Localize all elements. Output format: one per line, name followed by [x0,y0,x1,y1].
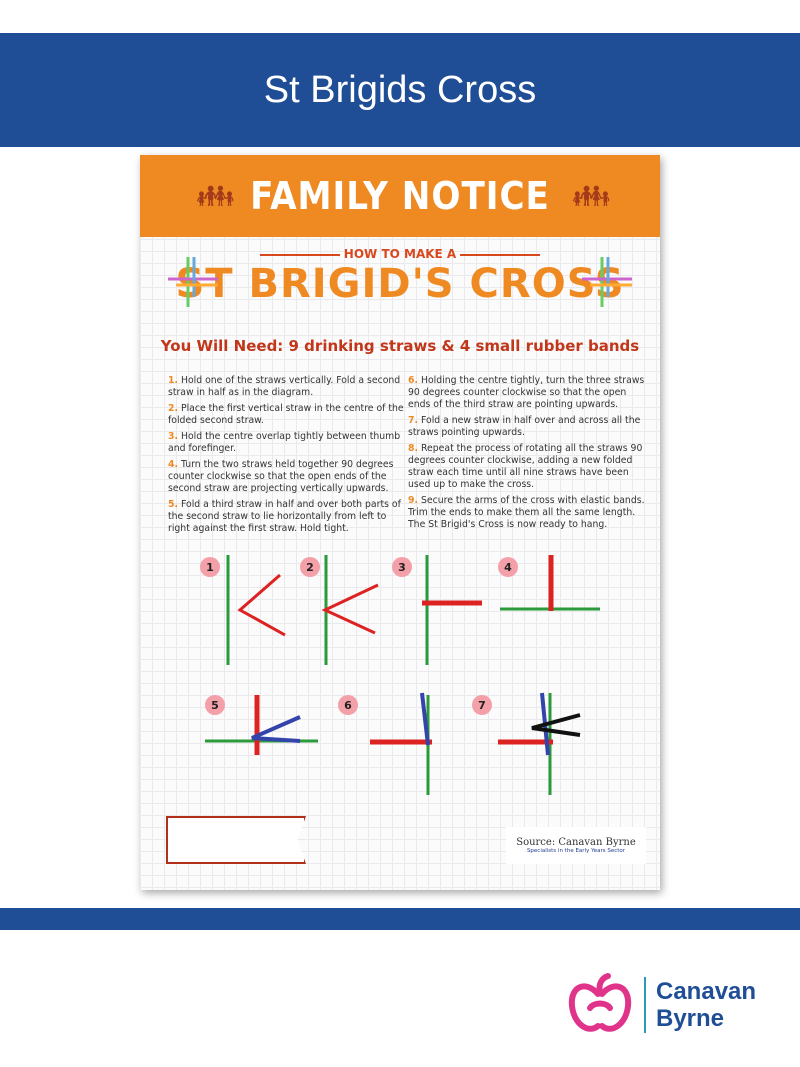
footer-band [0,908,800,930]
steps-column-left [168,375,408,539]
step-diagrams [140,545,660,815]
header-band [0,33,800,147]
logo-divider [644,977,646,1033]
step-number: 5 [211,699,219,712]
step-number: 6 [344,699,352,712]
step-item: 8. Repeat the process of rotating all the straws 90 degrees counter clockwise, adding a new folded straw each time until all nine straws have been used up to make the cross. [408,443,643,490]
step-number: 4 [504,561,512,574]
apple-logo-icon [566,972,634,1038]
steps-column-right [408,375,648,535]
cross-icon [168,257,218,307]
source-text: Source: Canavan Byrne [516,837,636,848]
family-notice-poster [140,155,660,890]
step-item: 3. Hold the centre overlap tightly between thumb and forefinger. [168,431,401,454]
step-item: 5. Fold a third straw in half and over both parts of the second straw to lie horizontally from left to right against the first straw. Hold tight. [168,499,401,534]
step-number: 1 [206,561,214,574]
source-tagline: Specialists in the Early Years Sector [526,848,626,854]
family-icon: 👪︎ [571,178,605,214]
materials-needed: You Will Need: 9 drinking straws & 4 small rubber bands [160,337,640,355]
page-title: St Brigids Cross [263,68,537,111]
logo-text: Canavan Byrne [656,978,757,1032]
step-number: 3 [398,561,406,574]
source-credit [506,827,646,864]
cross-icon [582,257,632,307]
poster-subtitle: HOW TO MAKE A [343,247,457,261]
step-number: 2 [306,561,314,574]
step-item: 1. Hold one of the straws vertically. Fold a second straw in half as in the diagram. [168,375,401,398]
step-number-badges [200,557,518,715]
banner-title: FAMILY NOTICE [250,174,550,218]
step-item: 6. Holding the centre tightly, turn the three straws 90 degrees counter clockwise so that the open ends of the third straw are pointing upwards. [408,375,645,410]
name-label-box [166,816,306,864]
step-item: 4. Turn the two straws held together 90 degrees counter clockwise so that the open ends of the second straw are projecting vertically upwards. [168,459,394,494]
canavan-byrne-logo [566,972,756,1038]
step-item: 2. Place the first vertical straw in the centre of the folded second straw. [168,403,404,426]
step-item: 9. Secure the arms of the cross with elastic bands. Trim the ends to make them all the same length. The St Brigid's Cross is now ready to hang. [408,495,645,530]
step-number: 7 [478,699,486,712]
step-item: 7. Fold a new straw in half over and across all the straws pointing upwards. [408,415,641,438]
family-icon: 👪︎ [195,178,229,214]
poster-banner [140,155,660,237]
poster-title: ST BRIGID'S CROSS [175,261,625,307]
